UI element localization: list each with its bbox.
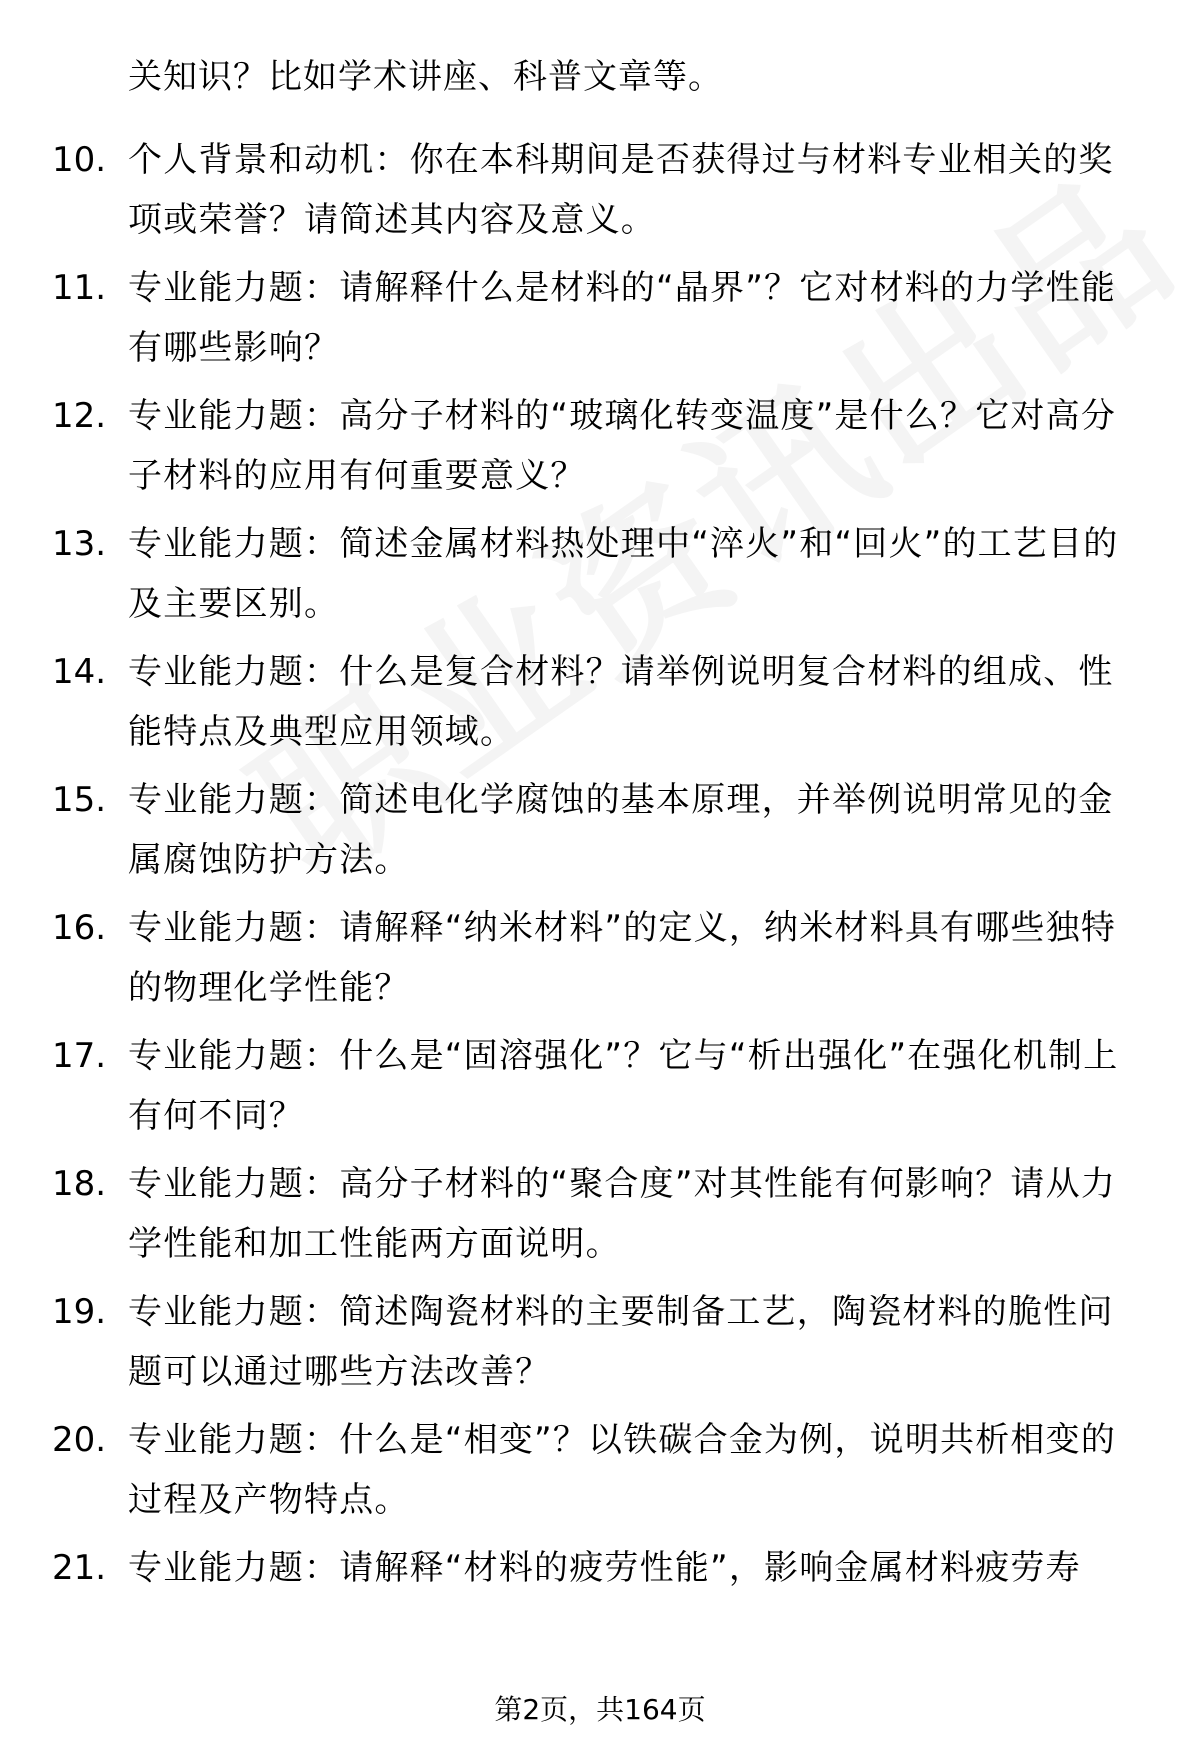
- item-text: 专业能力题：请解释“材料的疲劳性能”，影响金属材料疲劳寿: [128, 1548, 1081, 1588]
- item-number: 14.: [52, 652, 107, 692]
- item-text: 专业能力题：什么是“相变”？以铁碳合金为例，说明共析相变的过程及产物特点。: [128, 1420, 1117, 1520]
- item-number: 18.: [52, 1164, 107, 1204]
- item-text: 个人背景和动机：你在本科期间是否获得过与材料专业相关的奖项或荣誉？请简述其内容及意义。: [128, 140, 1114, 240]
- item-number: 20.: [52, 1420, 107, 1460]
- item-text: 专业能力题：简述陶瓷材料的主要制备工艺，陶瓷材料的脆性问题可以通过哪些方法改善？: [128, 1292, 1114, 1392]
- carry-over-line: 关知识？比如学术讲座、科普文章等。: [128, 57, 723, 97]
- item-text: 专业能力题：请解释什么是材料的“晶界”？它对材料的力学性能有哪些影响？: [128, 268, 1117, 368]
- item-number: 12.: [52, 396, 107, 436]
- page-footer: 第2页，共164页: [494, 1693, 706, 1726]
- item-text: 专业能力题：简述电化学腐蚀的基本原理，并举例说明常见的金属腐蚀防护方法。: [128, 780, 1114, 880]
- item-text: 专业能力题：什么是“固溶强化”？它与“析出强化”在强化机制上有何不同？: [128, 1036, 1119, 1136]
- item-number: 11.: [52, 268, 107, 308]
- item-number: 10.: [52, 140, 107, 180]
- item-number: 17.: [52, 1036, 107, 1076]
- item-number: 21.: [52, 1548, 107, 1588]
- item-number: 16.: [52, 908, 107, 948]
- item-number: 19.: [52, 1292, 107, 1332]
- item-number: 13.: [52, 524, 107, 564]
- item-number: 15.: [52, 780, 107, 820]
- item-text: 专业能力题：请解释“纳米材料”的定义，纳米材料具有哪些独特的物理化学性能？: [128, 908, 1117, 1008]
- item-text: 专业能力题：简述金属材料热处理中“淬火”和“回火”的工艺目的及主要区别。: [128, 524, 1119, 624]
- item-text: 专业能力题：高分子材料的“玻璃化转变温度”是什么？它对高分子材料的应用有何重要意义？: [128, 396, 1117, 496]
- item-text: 专业能力题：高分子材料的“聚合度”对其性能有何影响？请从力学性能和加工性能两方面说明。: [128, 1164, 1117, 1264]
- item-text: 专业能力题：什么是复合材料？请举例说明复合材料的组成、性能特点及典型应用领域。: [128, 652, 1114, 752]
